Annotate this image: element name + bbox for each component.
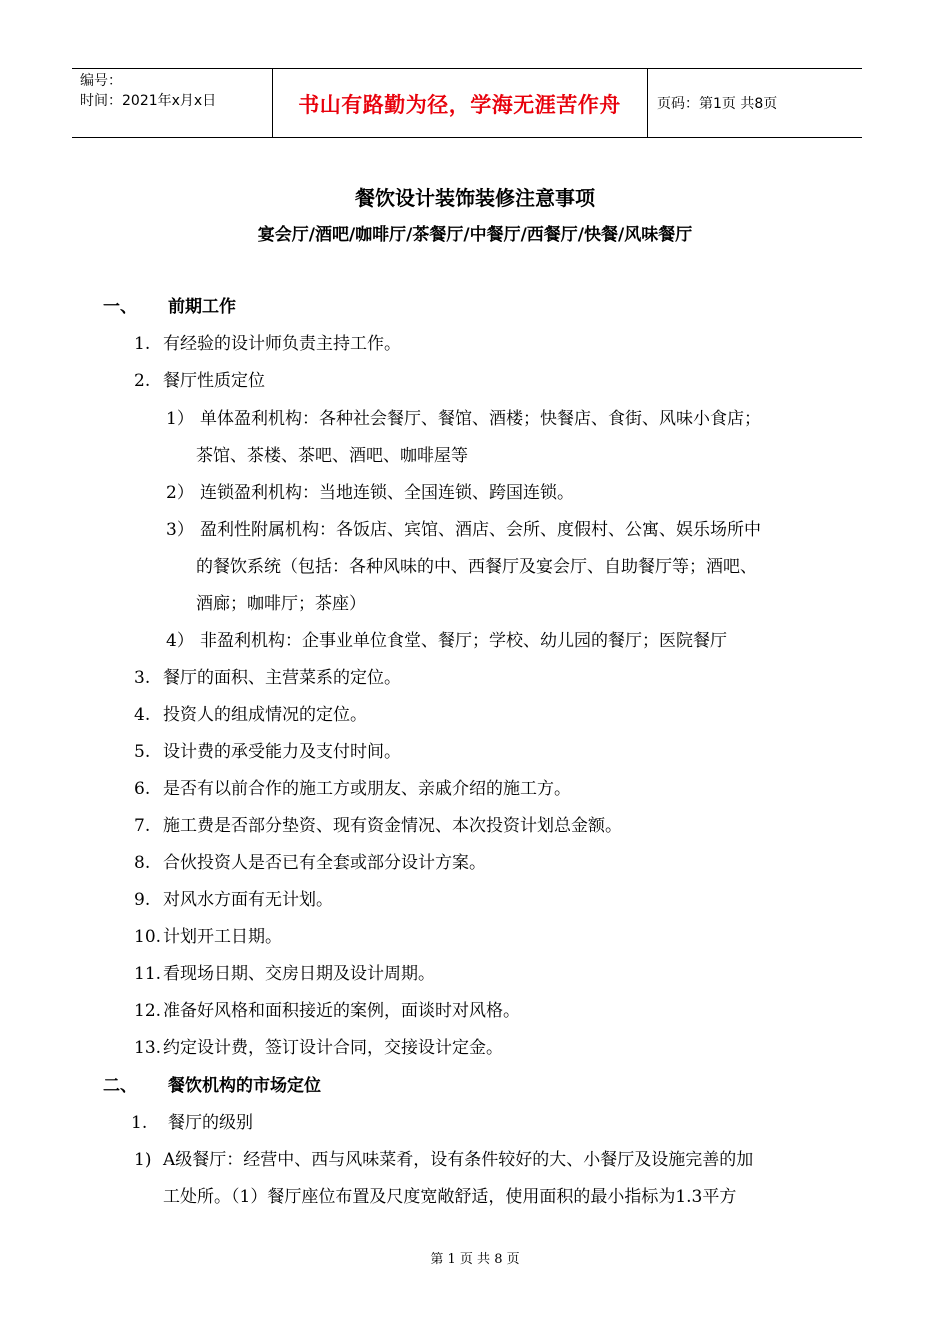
list-item-number: 12. — [134, 1001, 162, 1021]
list-item: 餐厅的面积、主营菜系的定位。 — [163, 668, 401, 688]
section-heading: 餐饮机构的市场定位 — [168, 1076, 321, 1096]
header-motto: 书山有路勤为径，学海无涯苦作舟 — [298, 93, 621, 117]
list-item-number: 1) — [134, 1150, 152, 1170]
list-item-number: 11. — [134, 964, 162, 984]
list-item: 施工费是否部分垫资、现有资金情况、本次投资计划总金额。 — [163, 816, 622, 836]
list-item-number: 1. — [131, 1113, 148, 1133]
sub-item-continuation: 的餐饮系统（包括：各种风味的中、西餐厅及宴会厅、自助餐厅等；酒吧、 — [196, 557, 757, 577]
document-title: 餐饮设计装饰装修注意事项 — [355, 186, 595, 210]
list-item-number: 1. — [134, 334, 151, 354]
sub-item-number: 4） — [166, 631, 194, 651]
list-item: 有经验的设计师负责主持工作。 — [163, 334, 401, 354]
header-meta — [80, 71, 280, 111]
list-item: 合伙投资人是否已有全套或部分设计方案。 — [163, 853, 486, 873]
list-item-continuation: 工处所。（1）餐厅座位布置及尺度宽敞舒适，使用面积的最小指标为1.3平方 — [163, 1187, 737, 1207]
sub-item-number: 1） — [166, 409, 194, 429]
time-label: 时间：2021年x月x日 — [80, 93, 217, 109]
list-item-number: 7. — [134, 816, 151, 836]
list-item: 餐厅的级别 — [168, 1113, 253, 1133]
list-item: 餐厅性质定位 — [163, 371, 265, 391]
list-item-number: 9. — [134, 890, 151, 910]
list-item: 设计费的承受能力及支付时间。 — [163, 742, 401, 762]
list-item-number: 8. — [134, 853, 151, 873]
list-item: 约定设计费，签订设计合同，交接设计定金。 — [163, 1038, 503, 1058]
sub-item: 连锁盈利机构：当地连锁、全国连锁、跨国连锁。 — [200, 483, 574, 503]
sub-item: 单体盈利机构：各种社会餐厅、餐馆、酒楼；快餐店、食街、风味小食店； — [200, 409, 761, 429]
list-item: 投资人的组成情况的定位。 — [163, 705, 367, 725]
list-item-number: 2. — [134, 371, 151, 391]
list-item-number: 3. — [134, 668, 151, 688]
list-item-number: 10. — [134, 927, 162, 947]
sub-item: 盈利性附属机构：各饭店、宾馆、酒店、会所、度假村、公寓、娱乐场所中 — [200, 520, 761, 540]
list-item: 对风水方面有无计划。 — [163, 890, 333, 910]
section-number: 一、 — [103, 297, 137, 317]
sub-item-number: 2） — [166, 483, 194, 503]
list-item: 看现场日期、交房日期及设计周期。 — [163, 964, 435, 984]
list-item-number: 4. — [134, 705, 151, 725]
list-item: 是否有以前合作的施工方或朋友、亲戚介绍的施工方。 — [163, 779, 571, 799]
sub-item-continuation: 酒廊；咖啡厅；茶座） — [196, 594, 366, 614]
document-subtitle: 宴会厅/酒吧/咖啡厅/茶餐厅/中餐厅/西餐厅/快餐/风味餐厅 — [257, 225, 693, 245]
header-divider — [647, 69, 648, 137]
header-table — [72, 68, 862, 138]
section-heading: 前期工作 — [168, 297, 236, 317]
sub-item-continuation: 茶馆、茶楼、茶吧、酒吧、咖啡屋等 — [196, 446, 468, 466]
section-number: 二、 — [103, 1076, 137, 1096]
page-footer: 第 1 页 共 8 页 — [430, 1252, 520, 1267]
list-item-number: 5. — [134, 742, 151, 762]
list-item-number: 13. — [134, 1038, 162, 1058]
list-item: 准备好风格和面积接近的案例，面谈时对风格。 — [163, 1001, 520, 1021]
sub-item: 非盈利机构：企事业单位食堂、餐厅；学校、幼儿园的餐厅；医院餐厅 — [200, 631, 727, 651]
sub-item-number: 3） — [166, 520, 194, 540]
list-item-number: 6. — [134, 779, 151, 799]
list-item: A级餐厅：经营中、西与风味菜肴，设有条件较好的大、小餐厅及设施完善的加 — [163, 1150, 754, 1170]
header-page-info: 页码：第1页 共8页 — [657, 96, 778, 112]
number-label: 编号： — [80, 73, 122, 89]
list-item: 计划开工日期。 — [163, 927, 282, 947]
